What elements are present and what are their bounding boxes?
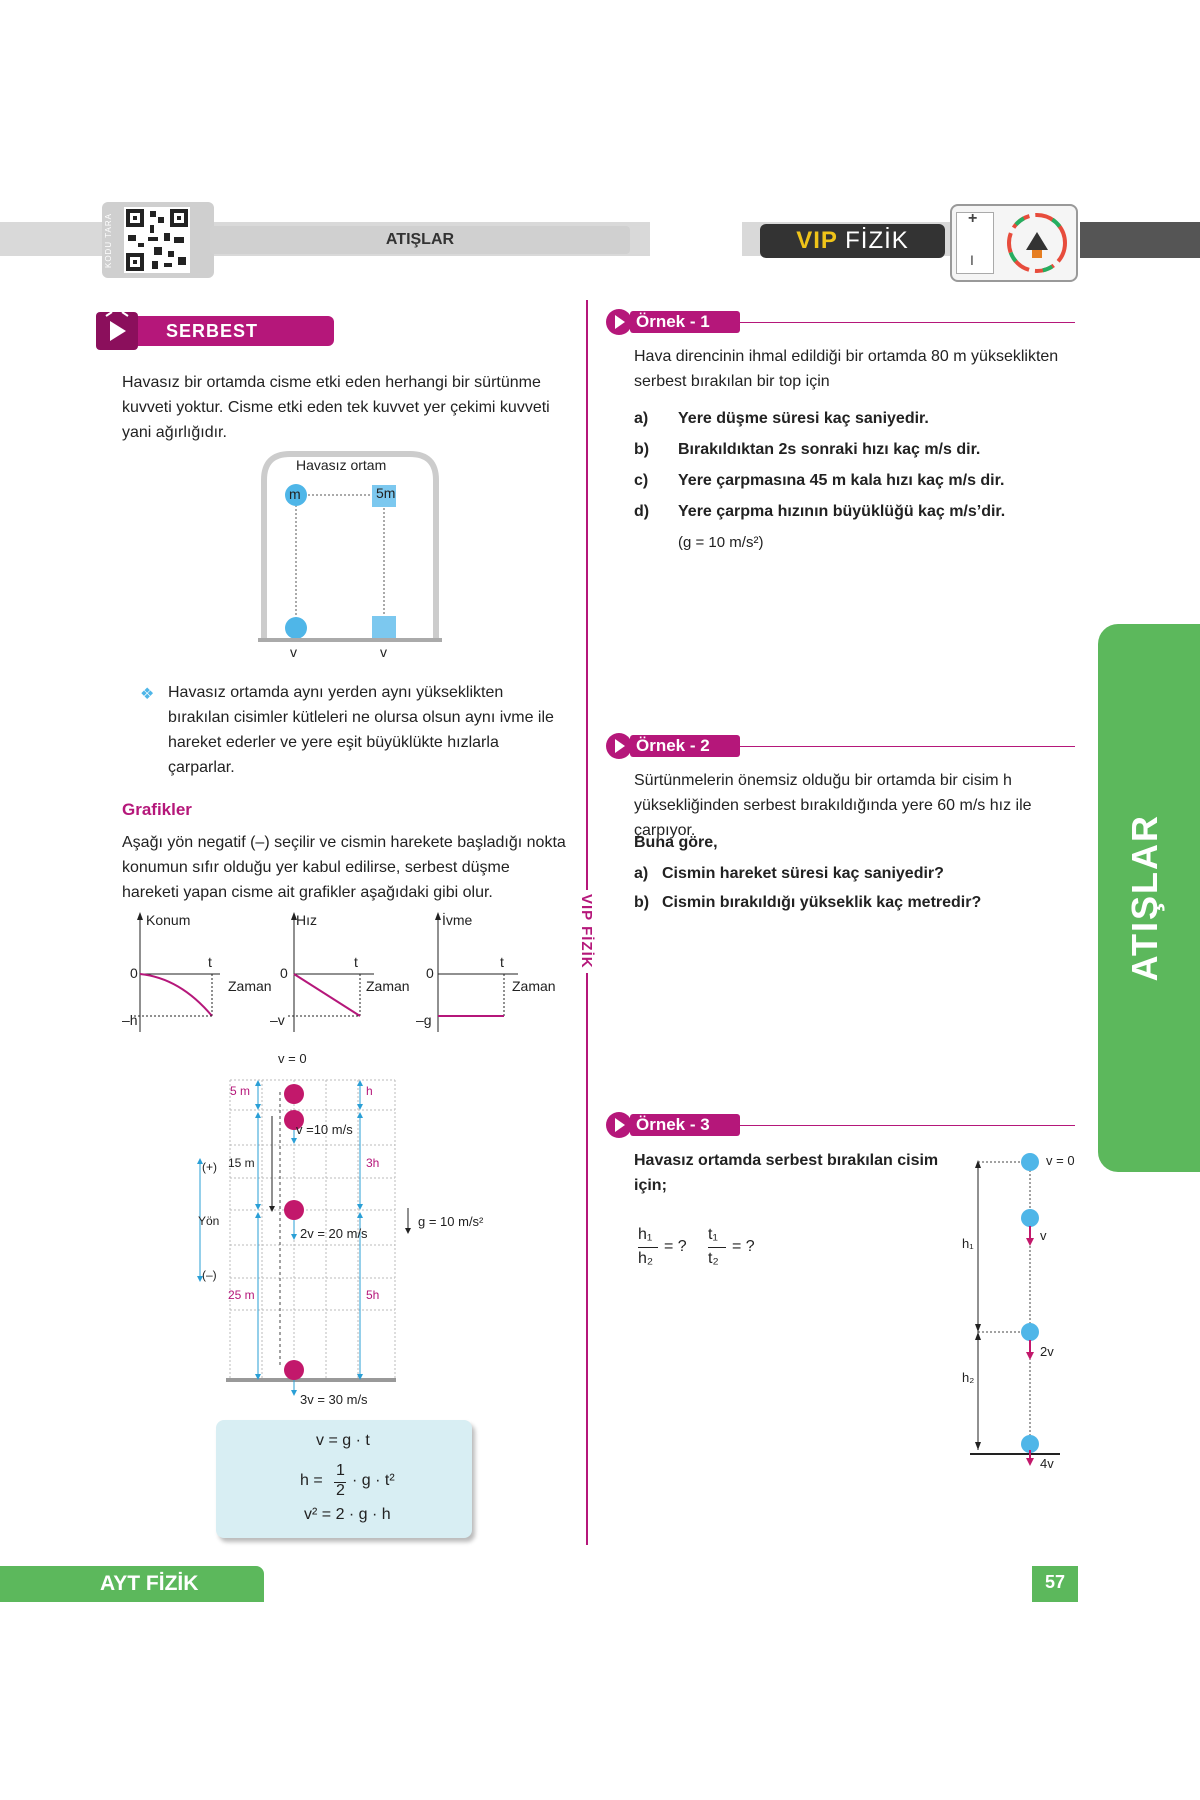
fraction-num: 1: [336, 1462, 345, 1479]
example1-item-a: a) Yere düşme süresi kaç saniyedir.: [634, 410, 929, 427]
dist-25m-label: 25 m: [228, 1288, 255, 1302]
play-icon: [606, 1112, 632, 1138]
graph1-t: t: [208, 954, 212, 970]
h3-label: 3h: [366, 1156, 380, 1170]
example2-item-b: b) Cismin bırakıldığı yükseklik kaç metredir?: [634, 894, 982, 911]
ratio-t: t₁ t₂ = ?: [708, 1226, 755, 1267]
graph2-zero: 0: [280, 965, 288, 981]
ex3-v0-label: v = 0: [1046, 1153, 1075, 1168]
graph3-xlabel: Zaman: [512, 978, 556, 994]
gravity-label: g = 10 m/s²: [418, 1214, 484, 1229]
ex3-4v-label: 4v: [1040, 1456, 1054, 1471]
battery-plus: +: [968, 210, 978, 227]
page-number: 57: [1032, 1566, 1078, 1602]
h-label: h: [366, 1084, 373, 1098]
example2-lead: Buna göre,: [634, 834, 718, 851]
example3-header: [600, 1112, 1080, 1138]
qr-label: KODU TARA: [104, 213, 113, 269]
example1-note: (g = 10 m/s²): [678, 534, 764, 551]
dist-5m-label: 5 m: [230, 1084, 251, 1098]
ball-m-bottom: [285, 617, 307, 639]
play-icon: [96, 312, 138, 350]
vacuum-figure: [250, 450, 450, 670]
mass-5m-label: 5m: [376, 485, 396, 501]
minus-dir-label: (–): [202, 1268, 217, 1282]
v30-label: 3v = 30 m/s: [300, 1392, 368, 1407]
ex3-2v-label: 2v: [1040, 1344, 1054, 1359]
graph1-ylabel: Konum: [146, 912, 191, 928]
graph2-ylabel: Hız: [296, 912, 317, 928]
mass-m-label: m: [289, 486, 301, 502]
brand-logo: VIP FİZİK: [760, 224, 945, 258]
plus-dir-label: (+): [202, 1160, 217, 1174]
example2-text: Sürtünmelerin önemsiz olduğu bir ortamda bir cisim h yüksekliğinden serbest bırakıldığında yere 60 m/s hız ile çarpıyor.: [634, 772, 1032, 839]
graph1-neg: –h: [122, 1012, 138, 1028]
graph1-xlabel: Zaman: [228, 978, 272, 994]
example1-title: Örnek - 1: [630, 311, 740, 333]
header-dark-strip: [1080, 222, 1200, 258]
v10-label: v =10 m/s: [296, 1122, 353, 1137]
diamond-bullet-icon: ❖: [140, 686, 155, 703]
section-tag: [96, 312, 340, 371]
graph3-ylabel: İvme: [442, 912, 473, 928]
v-left-label: v: [290, 644, 297, 660]
bullet-paragraph: Havasız ortamda aynı yerden aynı yükseklikten bırakılan cisimler kütleleri ne olursa olsun aynı ivme ile hareket ederler ve yere eşit büyüklükte hızlarla çarparlar.: [168, 684, 554, 776]
example3-text: Havasız ortamda serbest bırakılan cisim için;: [634, 1152, 939, 1194]
intro-paragraph: Havasız bir ortamda cisme etki eden herhangi bir sürtünme kuvveti yoktur. Cisme etki eden tek kuvvet yer çekimi kuvveti yani ağırlığıdır.: [122, 374, 550, 441]
graph2-neg: –v: [270, 1012, 285, 1028]
fraction-den: 2: [336, 1482, 345, 1499]
graph2-xlabel: Zaman: [366, 978, 410, 994]
example2-item-a: a) Cismin hareket süresi kaç saniyedir?: [634, 865, 944, 882]
example3-title: Örnek - 3: [630, 1114, 740, 1136]
play-icon: [606, 733, 632, 759]
example1-text: Hava direncinin ihmal edildiği bir ortamda 80 m yükseklikten serbest bırakılan bir top için: [634, 348, 1059, 390]
graph-position: [120, 912, 260, 1038]
dist-15m-label: 15 m: [228, 1156, 255, 1170]
battery-icon: [950, 204, 1078, 282]
play-icon: [606, 309, 632, 335]
example2-title: Örnek - 2: [630, 735, 740, 757]
graph3-zero: 0: [426, 965, 434, 981]
example1-item-d: d) Yere çarpma hızının büyüklüğü kaç m/s’dir.: [634, 503, 1006, 520]
ex3-h2-label: h₂: [962, 1370, 975, 1385]
graph3-t: t: [500, 954, 504, 970]
v-right-label: v: [380, 644, 387, 660]
section-title: SERBEST DÜŞME: [136, 316, 334, 346]
physics-emblem-icon: [1004, 210, 1070, 276]
graph2-t: t: [354, 954, 358, 970]
graph-velocity: [274, 912, 414, 1038]
chapter-side-tab[interactable]: ATIŞLAR: [1098, 624, 1200, 1172]
graph-acceleration: [418, 912, 558, 1038]
direction-label: Yön: [198, 1214, 220, 1228]
page-title: ATIŞLAR: [210, 226, 630, 254]
example1-header: [600, 309, 1080, 335]
graphs-paragraph: Aşağı yön negatif (–) seçilir ve cismin harekete başladığı nokta konumun sıfır olduğu yer kabul edilirse, serbest düşme hareketi yapan cisme ait grafikler aşağıdaki gibi olur.: [122, 834, 566, 901]
h5-label: 5h: [366, 1288, 380, 1302]
ratio-h: h₁ h₂ = ?: [638, 1226, 687, 1267]
box-5m-bottom: [372, 616, 396, 640]
example1-item-b: b) Bırakıldıktan 2s sonraki hızı kaç m/s dir.: [634, 441, 981, 458]
divider-label: VIP FİZİK: [578, 890, 595, 973]
vacuum-label: Havasız ortam: [296, 457, 387, 473]
example2-header: [600, 733, 1080, 759]
formula-velocity: v = g · t: [316, 1432, 370, 1449]
graphs-heading: Grafikler: [122, 800, 192, 819]
graph3-neg: –g: [416, 1012, 432, 1028]
v20-label: 2v = 20 m/s: [300, 1226, 368, 1241]
example3-figure: [960, 1150, 1080, 1480]
ex3-h1-label: h₁: [962, 1236, 974, 1251]
footer-book-title: AYT FİZİK: [0, 1566, 264, 1602]
graph1-zero: 0: [130, 965, 138, 981]
qr-code-icon[interactable]: [124, 207, 190, 273]
example1-item-c: c) Yere çarpmasına 45 m kala hızı kaç m/s dir.: [634, 472, 1005, 489]
ex3-v-label: v: [1040, 1228, 1047, 1243]
formula-box: v = g · t h = 1 2 · g · t² v² = 2 · g · h: [216, 1420, 472, 1538]
battery-minus: I: [970, 252, 974, 268]
v0-label: v = 0: [278, 1051, 307, 1066]
formula-energy: v² = 2 · g · h: [304, 1506, 391, 1523]
